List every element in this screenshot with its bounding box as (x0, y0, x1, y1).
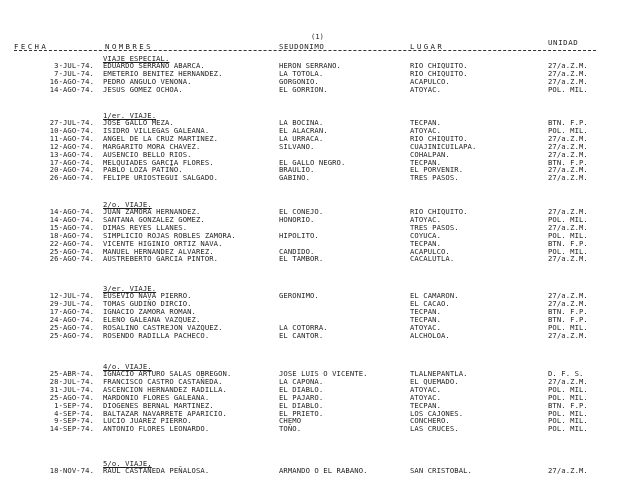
row-unit: POL. MIL. (548, 246, 588, 256)
table-row (0, 174, 627, 182)
row-unit: POL. MIL. (548, 322, 588, 332)
row-alias: LA URRACA. (279, 133, 324, 143)
row-unit: 27/a.Z.M. (548, 291, 588, 300)
table-row (0, 216, 627, 224)
row-alias: JOSE LUIS O VICENTE. (279, 369, 368, 378)
row-name: AUSTREBERTO GARCIA PINTOR. (103, 254, 219, 264)
row-date: 28-JUL-74. (49, 376, 94, 386)
row-date: 20-AGO-74. (49, 165, 94, 175)
row-date: 31-JUL-74. (49, 384, 94, 394)
row-date: 25-AGO-74. (49, 322, 94, 332)
row-place: COYUCA. (410, 230, 441, 240)
row-unit: BTN. F.P. (548, 400, 588, 410)
row-alias: SILVANO. (279, 141, 315, 151)
header-seudonimo: SEUDONIMO (279, 42, 325, 51)
section-title: 4/o. VIAJE. (103, 362, 152, 371)
row-place: TECPAN. (410, 157, 441, 167)
row-unit: BTN. F.P. (548, 238, 588, 248)
table-row (0, 425, 627, 433)
row-name: IGNACIO ARTURO SALAS OBREGON. (103, 369, 232, 378)
row-unit: POL. MIL. (548, 214, 588, 224)
row-place: RIO CHIQUITO. (410, 207, 468, 216)
row-name: EDUARDO SERRANO ABARCA. (103, 61, 205, 70)
row-date: 25-ABR-74. (49, 369, 94, 378)
row-name: FELIPE URIOSTEGUI SALGADO. (103, 173, 219, 183)
row-name: ISIDRO VILLEGAS GALEANA. (103, 125, 210, 135)
row-name: MANUEL HERNANDEZ ALVAREZ. (103, 246, 214, 256)
row-place: ATOYAC. (410, 384, 441, 394)
row-alias: GORGONIO. (279, 76, 319, 86)
row-date: 3-JUL-74. (54, 61, 94, 70)
row-unit: POL. MIL. (548, 230, 588, 240)
row-unit: POL. MIL. (548, 84, 588, 94)
row-place: ACAPULCO. (410, 246, 450, 256)
row-place: TECPAN. (410, 306, 441, 316)
row-unit: 27/a.Z.M. (548, 298, 588, 308)
row-date: 17-AGO-74. (49, 306, 94, 316)
row-unit: BTN. F.P. (548, 157, 588, 167)
row-date: 1-SEP-74. (54, 400, 94, 410)
row-name: RAUL CASTAÑEDA PEÑALOSA. (103, 466, 210, 475)
row-place: ATOYAC. (410, 392, 441, 402)
row-date: 12-JUL-74. (49, 291, 94, 300)
row-name: FRANCISCO CASTRO CASTAÑEDA. (103, 376, 223, 386)
row-place: ALCHOLOA. (410, 330, 450, 340)
row-alias: GABINO. (279, 173, 310, 183)
row-name: SANTANA GONZALEZ GOMEZ. (103, 214, 205, 224)
page-number: (1) (311, 33, 324, 41)
row-unit: 27/a.Z.M. (548, 376, 588, 386)
row-date: 15-AGO-74. (49, 222, 94, 232)
row-name: SIMPLICIO ROJAS ROBLES ZAMORA. (103, 230, 236, 240)
table-row (0, 255, 627, 263)
row-date: 22-AGO-74. (49, 238, 94, 248)
row-alias: LA COTORRA. (279, 322, 328, 332)
row-place: ACAPULCO. (410, 76, 450, 86)
row-alias: EL ALACRAN. (279, 125, 328, 135)
row-alias: EL GALLO NEGRO. (279, 157, 346, 167)
row-place: ATOYAC. (410, 125, 441, 135)
section-title: 1/er. VIAJE. (103, 111, 157, 120)
row-name: ASCENCION HERNANDEZ RADILLA. (103, 384, 227, 394)
row-name: ROSENDO RADILLA PACHECO. (103, 330, 210, 340)
row-unit: 27/a.Z.M. (548, 76, 588, 86)
row-date: 24-AGO-74. (49, 314, 94, 324)
row-name: MARDONIO FLORES GALEANA. (103, 392, 210, 402)
table-row (0, 143, 627, 151)
row-alias: LA CAPONA. (279, 376, 324, 386)
section-title: VIAJE ESPECIAL. (103, 54, 170, 63)
table-row (0, 300, 627, 308)
row-place: TRES PASOS. (410, 222, 459, 232)
header-lugar: LUGAR (410, 42, 445, 51)
row-unit: POL. MIL. (548, 424, 588, 434)
row-date: 14-AGO-74. (49, 207, 94, 216)
row-date: 29-JUL-74. (49, 298, 94, 308)
row-date: 9-SEP-74. (54, 416, 94, 426)
row-alias: HIPOLITO. (279, 230, 319, 240)
row-unit: 27/a.Z.M. (548, 207, 588, 216)
row-place: EL QUEMADO. (410, 376, 459, 386)
table-row (0, 166, 627, 174)
row-date: 17-AGO-74. (49, 157, 94, 167)
row-alias: HONORIO. (279, 214, 315, 224)
row-place: TRES PASOS. (410, 173, 459, 183)
row-date: 11-AGO-74. (49, 133, 94, 143)
row-name: ELENO GALEANA VAZQUEZ. (103, 314, 201, 324)
row-name: IGNACIO ZAMORA ROMAN. (103, 306, 196, 316)
row-unit: POL. MIL. (548, 416, 588, 426)
row-unit: 27/a.Z.M. (548, 133, 588, 143)
row-unit: 27/a.Z.M. (548, 254, 588, 264)
row-date: 10-AGO-74. (49, 125, 94, 135)
row-unit: POL. MIL. (548, 125, 588, 135)
row-unit: BTN. F.P. (548, 314, 588, 324)
row-name: EUSEVIO NAVA PIERRO. (103, 291, 192, 300)
table-row (0, 232, 627, 240)
row-place: COHALPAN. (410, 149, 450, 159)
table-row (0, 410, 627, 418)
row-unit: POL. MIL. (548, 392, 588, 402)
row-date: 4-SEP-74. (54, 408, 94, 418)
row-date: 25-AGO-74. (49, 392, 94, 402)
row-date: 25-AGO-74. (49, 246, 94, 256)
row-alias: EL CONEJO. (279, 207, 324, 216)
row-place: SAN CRISTOBAL. (410, 466, 472, 475)
row-name: MARGARITO MORA CHAVEZ. (103, 141, 201, 151)
row-alias: TOÑO. (279, 424, 302, 434)
row-name: AUSENCIO BELLO RIOS. (103, 149, 192, 159)
row-place: TECPAN. (410, 400, 441, 410)
row-name: DIOGENES BERNAL MARTINEZ. (103, 400, 214, 410)
row-name: EMETERIO BENITEZ HERNANDEZ. (103, 68, 223, 78)
row-date: 18-NOV-74. (49, 466, 94, 475)
row-place: RIO CHIQUITO. (410, 68, 468, 78)
row-name: BALTAZAR NAVARRETE APARICIO. (103, 408, 227, 418)
table-row (0, 332, 627, 340)
row-unit: D. F. S. (548, 369, 584, 378)
table-row (0, 417, 627, 425)
row-place: EL PORVENIR. (410, 165, 464, 175)
header-unidad: UNIDAD (548, 38, 579, 47)
row-alias: BRAULIO. (279, 165, 315, 175)
row-place: TECPAN. (410, 238, 441, 248)
row-name: ROSALINO CASTREJON VAZQUEZ. (103, 322, 223, 332)
row-alias: EL CANTOR. (279, 330, 324, 340)
row-place: CACALUTLA. (410, 254, 455, 264)
row-alias: EL DIABLO. (279, 384, 324, 394)
header-rule (14, 50, 596, 51)
row-date: 18-AGO-74. (49, 230, 94, 240)
row-name: MELQUIADES GARCIA FLORES. (103, 157, 214, 167)
row-place: CUAJINICUILAPA. (410, 141, 477, 151)
row-alias: LA BOCINA. (279, 118, 324, 127)
row-name: PEDRO ANGULO VENONA. (103, 76, 192, 86)
row-unit: BTN. F.P. (548, 306, 588, 316)
row-place: ATOYAC. (410, 214, 441, 224)
row-unit: POL. MIL. (548, 384, 588, 394)
row-unit: 27/a.Z.M. (548, 165, 588, 175)
row-date: 25-AGO-74. (49, 330, 94, 340)
row-alias: EL GORRION. (279, 84, 328, 94)
row-unit: 27/a.Z.M. (548, 173, 588, 183)
row-alias: LA TOTOLA. (279, 68, 324, 78)
row-name: PABLO LOZA PATIÑO. (103, 165, 183, 175)
row-alias: EL TAMBOR. (279, 254, 324, 264)
row-alias: EL DIABLO. (279, 400, 324, 410)
row-date: 14-AGO-74. (49, 84, 94, 94)
row-name: ANTONIO FLORES LEONARDO. (103, 424, 210, 434)
table-row (0, 292, 627, 300)
row-place: RIO CHIQUITO. (410, 61, 468, 70)
row-name: ANGEL DE LA CRUZ MARTINEZ. (103, 133, 219, 143)
section-title: 3/er. VIAJE. (103, 284, 157, 293)
row-date: 13-AGO-74. (49, 149, 94, 159)
row-name: TOMAS GUDIÑO DIRCIO. (103, 298, 192, 308)
row-date: 7-JUL-74. (54, 68, 94, 78)
row-alias: CHEMO (279, 416, 302, 426)
row-unit: 27/a.Z.M. (548, 141, 588, 151)
row-alias: EL PAJARO. (279, 392, 324, 402)
row-name: JOSE GALLO MEZA. (103, 118, 174, 127)
row-place: EL CAMARON. (410, 291, 459, 300)
row-unit: 27/a.Z.M. (548, 222, 588, 232)
row-alias: ARMANDO O EL RABANO. (279, 466, 368, 475)
row-place: TECPAN. (410, 118, 441, 127)
row-place: ATOYAC. (410, 322, 441, 332)
row-unit: 27/a.Z.M. (548, 61, 588, 70)
row-place: LOS CAJONES. (410, 408, 464, 418)
row-date: 12-AGO-74. (49, 141, 94, 151)
row-alias: CANDIDO. (279, 246, 315, 256)
row-date: 26-AGO-74. (49, 173, 94, 183)
row-name: JUAN ZAMORA HERNANDEZ. (103, 207, 201, 216)
row-unit: 27/a.Z.M. (548, 149, 588, 159)
header-fecha: FECHA (14, 42, 49, 51)
row-unit: 27/a.Z.M. (548, 466, 588, 475)
row-name: JESUS GOMEZ OCHOA. (103, 84, 183, 94)
row-alias: EL PRIETO. (279, 408, 324, 418)
row-unit: 27/a.Z.M. (548, 330, 588, 340)
row-name: VICENTE HIGINIO ORTIZ NAVA. (103, 238, 223, 248)
row-place: ATOYAC. (410, 84, 441, 94)
row-date: 26-AGO-74. (49, 254, 94, 264)
row-name: DIMAS REYES LLANES. (103, 222, 188, 232)
row-alias: GERONIMO. (279, 291, 319, 300)
header-nombres: NOMBRES (105, 42, 153, 51)
row-place: RIO CHIQUITO. (410, 133, 468, 143)
row-place: CONCHERO. (410, 416, 450, 426)
row-alias: HERON SERRANO. (279, 61, 341, 70)
row-date: 16-AGO-74. (49, 76, 94, 86)
row-unit: 27/a.Z.M. (548, 68, 588, 78)
table-row (0, 86, 627, 94)
table-row (0, 467, 627, 475)
row-date: 27-JUL-74. (49, 118, 94, 127)
row-place: TECPAN. (410, 314, 441, 324)
row-name: LUCIO JUAREZ PIERRO. (103, 416, 192, 426)
row-place: EL CACAO. (410, 298, 450, 308)
row-unit: BTN. F.P. (548, 118, 588, 127)
row-place: LAS CRUCES. (410, 424, 459, 434)
row-date: 14-AGO-74. (49, 214, 94, 224)
row-unit: POL. MIL. (548, 408, 588, 418)
section-title: 5/o. VIAJE. (103, 459, 152, 468)
table-row (0, 308, 627, 316)
row-place: TLALNEPANTLA. (410, 369, 468, 378)
row-date: 14-SEP-74. (49, 424, 94, 434)
section-title: 2/o. VIAJE. (103, 200, 152, 209)
